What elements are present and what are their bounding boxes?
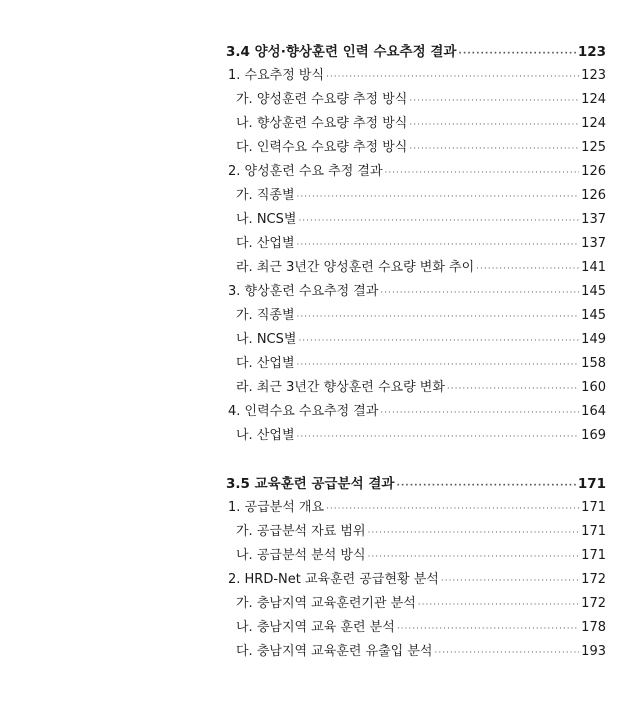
toc-heading-label: 3.4 양성·향상훈련 인력 수요추정 결과 xyxy=(226,44,457,60)
toc-entry-label: 가. 직종별 xyxy=(236,308,295,323)
toc-section-heading[interactable] xyxy=(226,40,606,64)
toc-entry-label: 라. 최근 3년간 향상훈련 수요량 변화 xyxy=(236,380,445,395)
toc-entry-label: 1. 공급분석 개요 xyxy=(228,500,325,515)
toc-leader-dots xyxy=(326,65,579,89)
toc-page-number: 169 xyxy=(581,428,606,443)
toc-leader-dots xyxy=(385,161,580,185)
toc-page-number: 141 xyxy=(581,260,606,275)
toc-leader-dots xyxy=(380,281,579,305)
toc-entry-label: 나. 향상훈련 수요량 추정 방식 xyxy=(236,116,408,131)
toc-heading-label: 3.5 교육훈련 공급분석 결과 xyxy=(226,476,395,492)
table-of-contents xyxy=(226,40,606,688)
toc-subentry[interactable] xyxy=(226,544,606,568)
toc-leader-dots xyxy=(458,42,575,66)
toc-entry-label: 2. 양성훈련 수요 추정 결과 xyxy=(228,164,383,179)
toc-leader-dots xyxy=(409,137,579,161)
toc-leader-dots xyxy=(298,209,579,233)
toc-subentry[interactable] xyxy=(226,184,606,208)
toc-page-number: 171 xyxy=(577,476,606,492)
toc-subentry[interactable] xyxy=(226,88,606,112)
toc-page-number: 123 xyxy=(581,68,606,83)
toc-leader-dots xyxy=(326,497,579,521)
toc-page-number: 137 xyxy=(581,212,606,227)
toc-leader-dots xyxy=(297,185,580,209)
toc-page-number: 171 xyxy=(581,524,606,539)
toc-entry-label: 라. 최근 3년간 양성훈련 수요량 변화 추이 xyxy=(236,260,475,275)
toc-entry-label: 나. 충남지역 교육 훈련 분석 xyxy=(236,620,395,635)
toc-subentry[interactable] xyxy=(226,376,606,400)
toc-entry-label: 나. 산업별 xyxy=(236,428,295,443)
toc-subentry[interactable] xyxy=(226,232,606,256)
toc-entry-label: 3. 향상훈련 수요추정 결과 xyxy=(228,284,379,299)
toc-entry-label: 다. 인력수요 수요량 추정 방식 xyxy=(236,140,408,155)
toc-page-number: 160 xyxy=(581,380,606,395)
toc-leader-dots xyxy=(368,521,580,545)
toc-entry-label: 가. 직종별 xyxy=(236,188,295,203)
toc-leader-dots xyxy=(297,353,580,377)
toc-page-number: 137 xyxy=(581,236,606,251)
toc-entry-label: 나. NCS별 xyxy=(236,212,297,227)
toc-subentry[interactable] xyxy=(226,520,606,544)
toc-entry-label: 2. HRD-Net 교육훈련 공급현황 분석 xyxy=(228,572,439,587)
toc-entry-label: 1. 수요추정 방식 xyxy=(228,68,325,83)
toc-page-number: 172 xyxy=(581,596,606,611)
toc-entry[interactable] xyxy=(226,400,606,424)
toc-subentry[interactable] xyxy=(226,256,606,280)
toc-page-number: 171 xyxy=(581,500,606,515)
toc-leader-dots xyxy=(434,641,579,665)
toc-page-number: 178 xyxy=(581,620,606,635)
toc-entry-label: 나. 공급분석 분석 방식 xyxy=(236,548,366,563)
toc-leader-dots xyxy=(368,545,580,569)
toc-page-number: 171 xyxy=(581,548,606,563)
toc-leader-dots xyxy=(397,617,579,641)
toc-entry[interactable] xyxy=(226,568,606,592)
toc-leader-dots xyxy=(418,593,579,617)
toc-leader-dots xyxy=(297,233,580,257)
toc-page-number: 164 xyxy=(581,404,606,419)
toc-subentry[interactable] xyxy=(226,136,606,160)
toc-entry-label: 가. 공급분석 자료 범위 xyxy=(236,524,366,539)
toc-page-number: 124 xyxy=(581,92,606,107)
toc-page-number: 149 xyxy=(581,332,606,347)
toc-subentry[interactable] xyxy=(226,424,606,448)
toc-entry[interactable] xyxy=(226,160,606,184)
toc-entry-label: 4. 인력수요 수요추정 결과 xyxy=(228,404,379,419)
toc-leader-dots xyxy=(447,377,579,401)
toc-subentry[interactable] xyxy=(226,208,606,232)
toc-section xyxy=(226,40,606,448)
toc-subentry[interactable] xyxy=(226,352,606,376)
toc-leader-dots xyxy=(297,305,580,329)
toc-page-number: 125 xyxy=(581,140,606,155)
toc-subentry[interactable] xyxy=(226,592,606,616)
toc-entry-label: 가. 충남지역 교육훈련기관 분석 xyxy=(236,596,416,611)
toc-page-number: 124 xyxy=(581,116,606,131)
toc-page-number: 158 xyxy=(581,356,606,371)
toc-entry-label: 다. 산업별 xyxy=(236,236,295,251)
toc-leader-dots xyxy=(297,425,580,449)
toc-leader-dots xyxy=(476,257,579,281)
toc-subentry[interactable] xyxy=(226,640,606,664)
toc-entry[interactable] xyxy=(226,496,606,520)
toc-leader-dots xyxy=(441,569,579,593)
toc-page-number: 193 xyxy=(581,644,606,659)
toc-subentry[interactable] xyxy=(226,304,606,328)
toc-leader-dots xyxy=(409,113,579,137)
toc-leader-dots xyxy=(409,89,579,113)
toc-leader-dots xyxy=(380,401,579,425)
toc-leader-dots xyxy=(396,474,575,498)
toc-section xyxy=(226,472,606,664)
toc-entry-label: 다. 산업별 xyxy=(236,356,295,371)
toc-section-heading[interactable] xyxy=(226,472,606,496)
toc-page-number: 123 xyxy=(577,44,606,60)
toc-page-number: 172 xyxy=(581,572,606,587)
toc-entry-label: 다. 충남지역 교육훈련 유출입 분석 xyxy=(236,644,433,659)
toc-entry[interactable] xyxy=(226,280,606,304)
toc-entry-label: 나. NCS별 xyxy=(236,332,297,347)
toc-page-number: 145 xyxy=(581,284,606,299)
toc-subentry[interactable] xyxy=(226,616,606,640)
toc-leader-dots xyxy=(298,329,579,353)
toc-page-number: 126 xyxy=(581,164,606,179)
toc-subentry[interactable] xyxy=(226,328,606,352)
toc-page-number: 145 xyxy=(581,308,606,323)
toc-page-number: 126 xyxy=(581,188,606,203)
toc-entry[interactable] xyxy=(226,64,606,88)
toc-entry-label: 가. 양성훈련 수요량 추정 방식 xyxy=(236,92,408,107)
toc-subentry[interactable] xyxy=(226,112,606,136)
